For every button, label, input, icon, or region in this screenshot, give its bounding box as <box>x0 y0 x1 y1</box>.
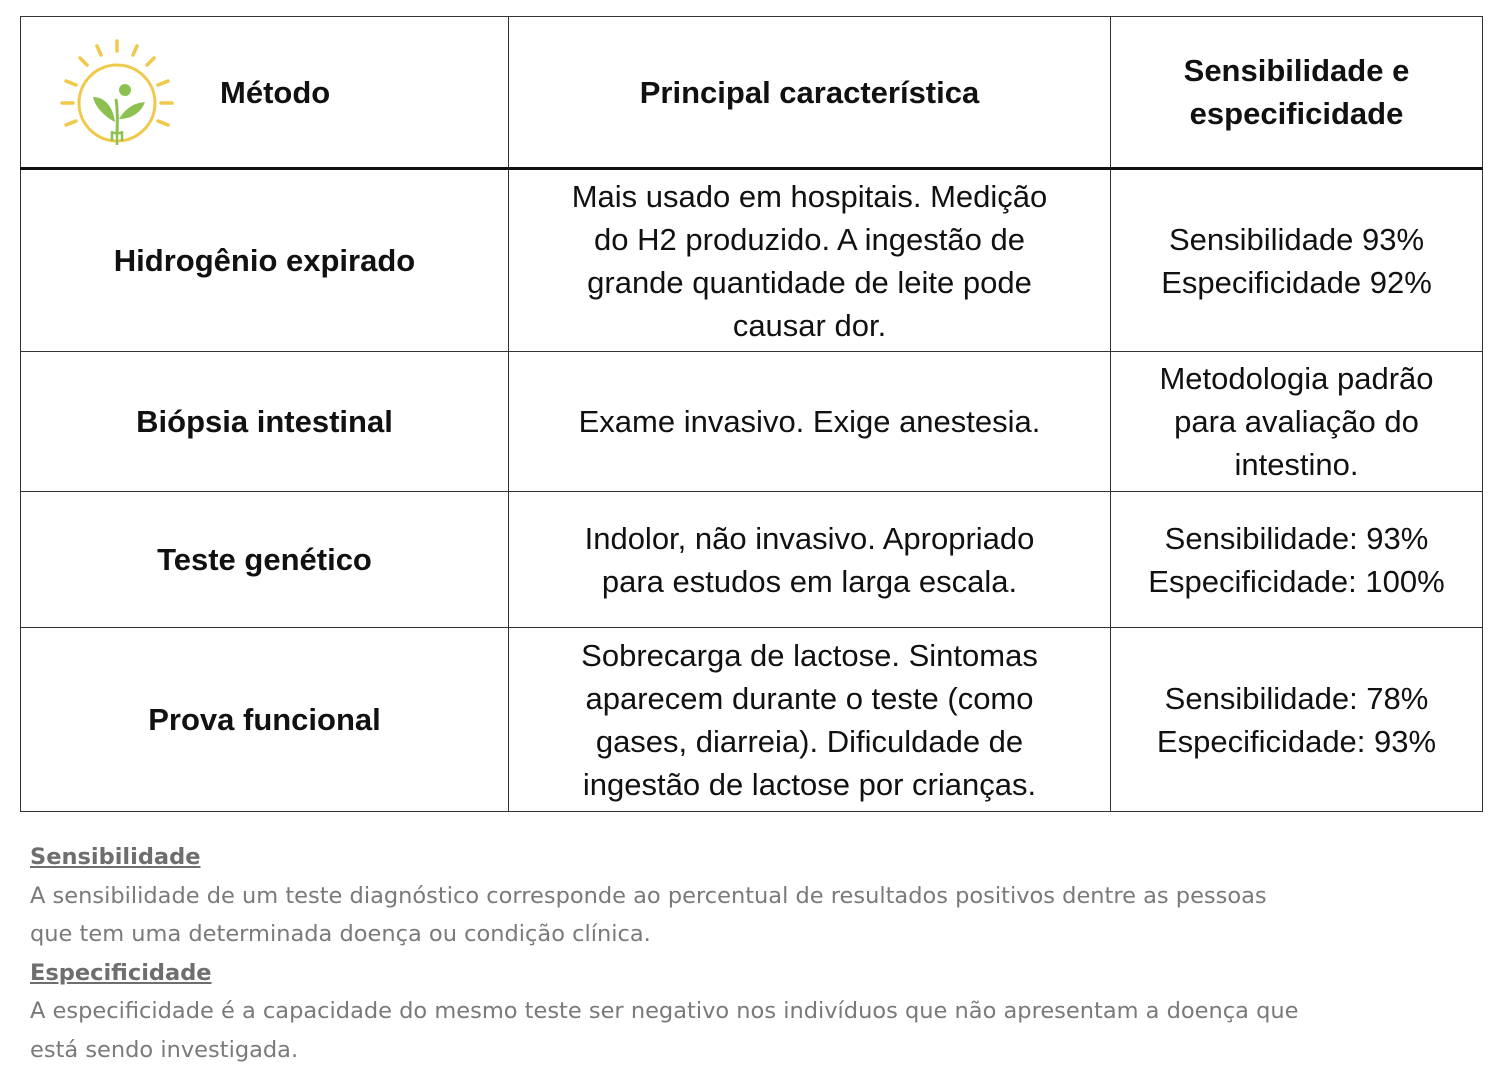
specificity-definition-line: A especificidade é a capacidade do mesmo teste ser negativo nos indivíduos que não apresentam a doença que <box>30 998 1299 1024</box>
method-cell: Biópsia intestinal <box>21 352 509 492</box>
header-method <box>21 17 509 169</box>
text-line: para estudos em larga escala. <box>601 563 1018 599</box>
header-sens-spec-line: especificidade <box>1189 96 1404 131</box>
sens-spec-cell <box>1111 352 1483 492</box>
definitions-notes <box>30 838 1490 1069</box>
header-sens-spec <box>1111 17 1483 169</box>
text-line: Sobrecarga de lactose. Sintomas <box>581 637 1038 673</box>
text-line: gases, diarreia). Dificuldade de <box>595 723 1024 759</box>
text-line: intestino. <box>1234 447 1359 482</box>
header-method-label: Método <box>220 74 331 110</box>
sensitivity-value: Sensibilidade: 93% <box>1164 520 1429 556</box>
characteristic-cell <box>509 628 1111 812</box>
characteristic-cell <box>509 352 1111 492</box>
text-line: aparecem durante o teste (como <box>585 680 1034 716</box>
method-cell: Hidrogênio expirado <box>21 169 509 352</box>
specificity-definition-line: está sendo investigada. <box>30 1036 299 1063</box>
specificity-value: Especificidade: 100% <box>1148 563 1445 599</box>
sens-spec-cell <box>1111 492 1483 628</box>
diagnostic-methods-table <box>20 16 1483 812</box>
text-line: do H2 produzido. A ingestão de <box>594 221 1025 257</box>
method-cell: Prova funcional <box>21 628 509 812</box>
text-line: para avaliação do <box>1174 404 1419 439</box>
sens-spec-cell <box>1111 169 1483 352</box>
specificity-value: Especificidade 92% <box>1161 264 1432 300</box>
header-characteristic: Principal característica <box>509 17 1111 169</box>
sensitivity-term: Sensibilidade <box>30 844 201 870</box>
method-cell: Teste genético <box>21 492 509 628</box>
sensitivity-value: Sensibilidade 93% <box>1168 221 1425 257</box>
characteristic-cell <box>509 492 1111 628</box>
sensitivity-value: Sensibilidade: 78% <box>1164 680 1429 716</box>
table-row <box>21 352 1483 492</box>
sens-spec-cell <box>1111 628 1483 812</box>
table-row <box>21 628 1483 812</box>
specificity-value: Especificidade: 93% <box>1156 723 1437 759</box>
sun-plant-fork-logo-icon <box>55 37 180 147</box>
text-line: Mais usado em hospitais. Medição <box>571 178 1048 214</box>
sensitivity-definition-line: que tem uma determinada doença ou condição clínica. <box>30 921 651 947</box>
sensitivity-definition-line: A sensibilidade de um teste diagnóstico corresponde ao percentual de resultados positivos dentre as pessoas <box>30 882 1267 909</box>
text-line: ingestão de lactose por crianças. <box>582 766 1037 802</box>
text-line: Exame invasivo. Exige anestesia. <box>578 404 1041 439</box>
table-header-row <box>21 17 1483 169</box>
table-row <box>21 492 1483 628</box>
text-line: Indolor, não invasivo. Apropriado <box>584 520 1035 556</box>
specificity-term: Especificidade <box>30 959 212 986</box>
characteristic-cell <box>509 169 1111 352</box>
header-sens-spec-line: Sensibilidade e <box>1183 53 1410 88</box>
table-row <box>21 169 1483 352</box>
text-line: Metodologia padrão <box>1159 361 1434 396</box>
text-line: grande quantidade de leite pode <box>587 264 1032 300</box>
text-line: causar dor. <box>732 307 887 343</box>
